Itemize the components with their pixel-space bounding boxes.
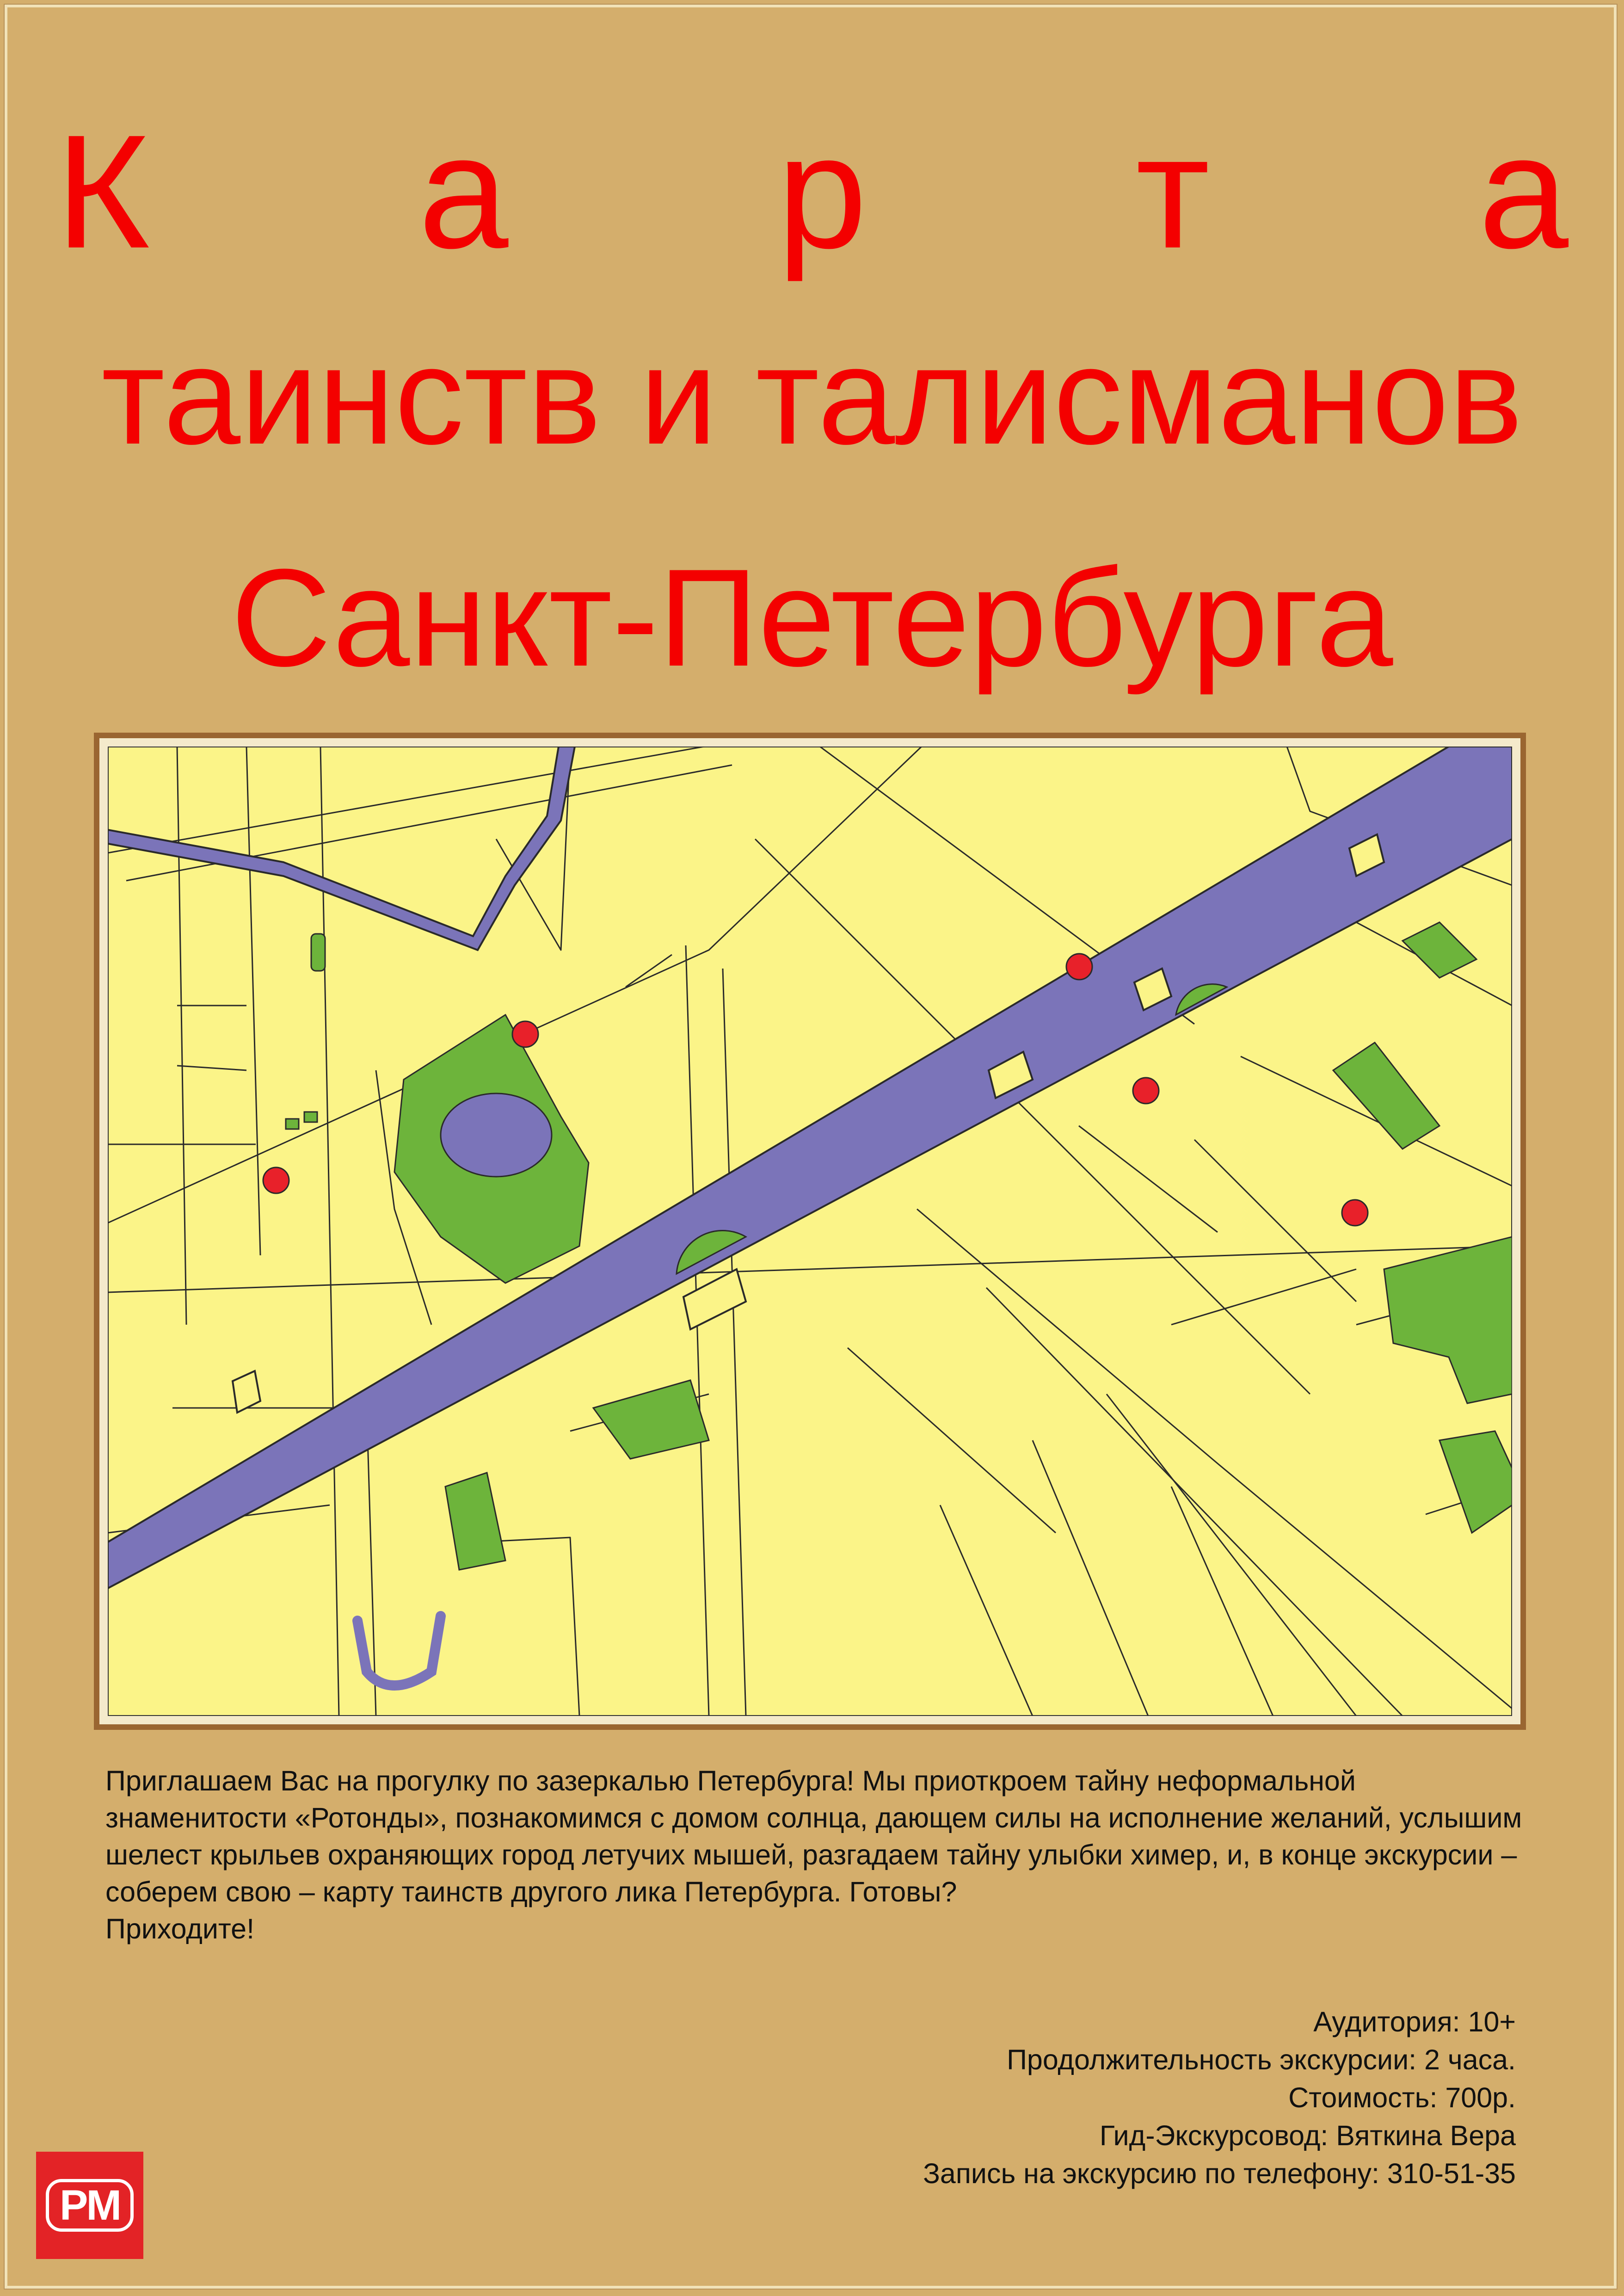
- tour-details: [498, 2003, 1516, 2192]
- title-letter: а: [1478, 101, 1569, 282]
- pm-logo-text: PM: [46, 2179, 134, 2232]
- park-small: [311, 934, 325, 971]
- detail-duration: Продолжительность экскурсии: 2 часа.: [1007, 2044, 1516, 2075]
- park-small: [286, 1119, 299, 1129]
- title-letter: т: [1136, 101, 1210, 282]
- map-marker: [1066, 954, 1092, 980]
- title-line-2: таинств и талисманов: [101, 318, 1523, 473]
- pm-logo: [36, 2152, 143, 2259]
- title-line-3: Санкт-Петербурга: [231, 540, 1393, 695]
- title-letter: р: [777, 101, 867, 282]
- map-marker: [1342, 1200, 1368, 1226]
- map-marker: [263, 1167, 289, 1193]
- title-letter: К: [55, 101, 150, 282]
- map-frame: [94, 733, 1526, 1730]
- detail-price: Стоимость: 700р.: [1288, 2082, 1516, 2113]
- intro-paragraph: Приглашаем Вас на прогулку по зазеркалью Петербурга! Мы приоткроем тайну неформальной знаменитости «Ротонды», познакомимся с домом солнца, дающем силы на исполнение желаний, услышим шелест крыльев охраняющих город летучих мышей, разгадаем тайну улыбки химер, и, в конце экскурсии – соберем свою – карту таинств другого лика Петербурга. Готовы?: [105, 1765, 1522, 1907]
- title-letter: а: [418, 101, 509, 282]
- detail-booking: Запись на экскурсию по телефону: 310-51-35: [923, 2158, 1516, 2189]
- intro-text: [105, 1762, 1539, 1947]
- park-small: [304, 1112, 317, 1122]
- map-marker: [1133, 1078, 1159, 1104]
- city-map: [108, 747, 1512, 1716]
- intro-closing: Приходите!: [105, 1913, 255, 1944]
- detail-guide: Гид-Экскурсовод: Вяткина Вера: [1099, 2120, 1516, 2151]
- detail-audience: Аудитория: 10+: [1313, 2006, 1516, 2037]
- map-marker: [512, 1021, 538, 1047]
- title-word-karta: [0, 101, 1624, 282]
- park-pond: [441, 1093, 552, 1177]
